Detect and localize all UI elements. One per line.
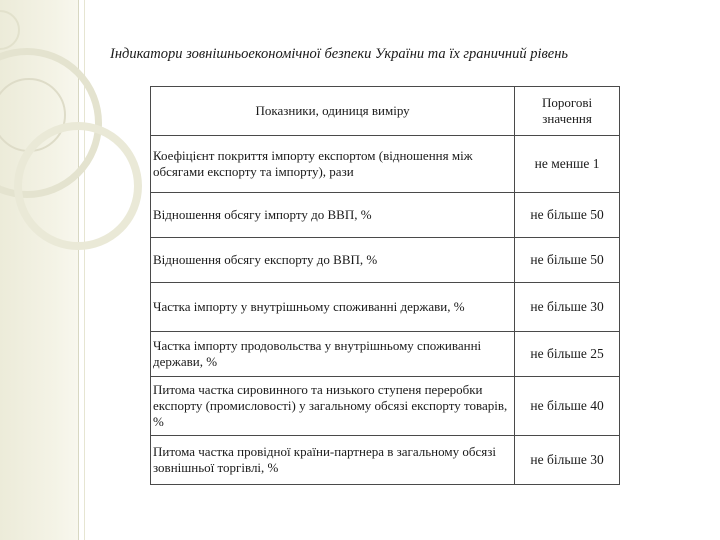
indicator-cell: Відношення обсягу експорту до ВВП, % (151, 238, 515, 283)
indicator-cell: Частка імпорту продовольства у внутрішньому споживанні держави, % (151, 332, 515, 377)
indicator-cell: Частка імпорту у внутрішньому споживанні держави, % (151, 283, 515, 332)
threshold-cell: не більше 40 (515, 377, 620, 436)
table-row (151, 193, 620, 238)
page-title: Індикатори зовнішньоекономічної безпеки України та їх граничний рівень (110, 46, 569, 62)
indicator-cell: Відношення обсягу імпорту до ВВП, % (151, 193, 515, 238)
table-row (151, 377, 620, 436)
table-row (151, 283, 620, 332)
header-indicator: Показники, одиниця виміру (151, 87, 515, 136)
header-threshold: Порогові значення (515, 87, 620, 136)
threshold-cell: не більше 30 (515, 283, 620, 332)
threshold-cell: не більше 50 (515, 238, 620, 283)
indicators-table (150, 86, 620, 485)
indicator-cell: Питома частка сировинного та низького ступеня переробки експорту (промисловості) у загальному обсязі експорту товарів, % (151, 377, 515, 436)
indicator-cell: Питома частка провідної країни-партнера в загальному обсязі зовнішньої торгівлі, % (151, 436, 515, 485)
threshold-cell: не більше 50 (515, 193, 620, 238)
table-header-row (151, 87, 620, 136)
decorative-ring (14, 122, 142, 250)
threshold-cell: не більше 25 (515, 332, 620, 377)
indicator-cell: Коефіцієнт покриття імпорту експортом (відношення між обсягами експорту та імпорту), рази (151, 136, 515, 193)
table-row (151, 332, 620, 377)
table-row (151, 238, 620, 283)
table-row (151, 136, 620, 193)
table-row (151, 436, 620, 485)
threshold-cell: не менше 1 (515, 136, 620, 193)
threshold-cell: не більше 30 (515, 436, 620, 485)
